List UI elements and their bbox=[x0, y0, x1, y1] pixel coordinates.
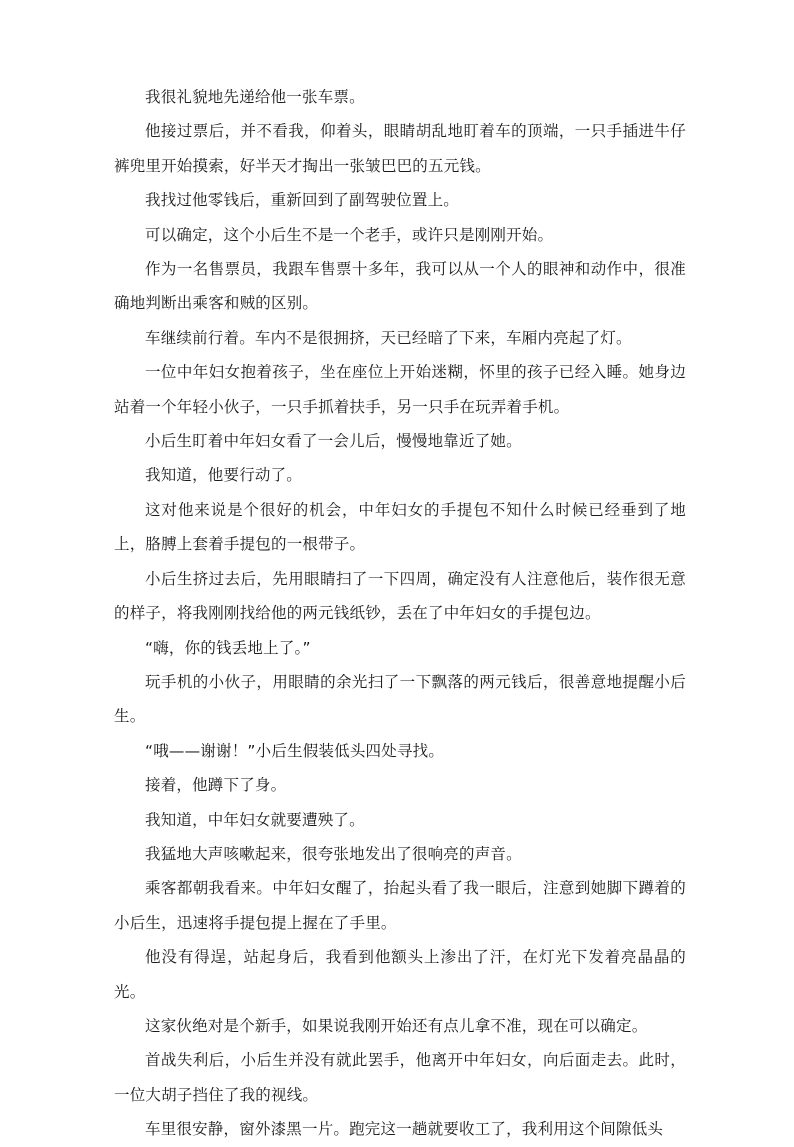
paragraph-21: 首战失利后，小后生并没有就此罢手，他离开中年妇女，向后面走去。此时，一位大胡子挡住了我的视线。 bbox=[114, 1051, 686, 1104]
paragraph-13: 玩手机的小伙子，用眼睛的余光扫了一下飘落的两元钱后，很善意地提醒小后生。 bbox=[114, 672, 686, 726]
paragraph-22: 车里很安静，窗外漆黑一片。跑完这一趟就要收工了，我利用这个间隙低头 bbox=[145, 1120, 664, 1139]
paragraph-9: 我知道，他要行动了。 bbox=[145, 466, 303, 485]
paragraph-18: 乘客都朝我看来。中年妇女醒了，抬起头看了我一眼后，注意到她脚下蹲着的小后生，迅速将手提包提上握在了手里。 bbox=[114, 879, 686, 932]
paragraph-7: 一位中年妇女抱着孩子，坐在座位上开始迷糊，怀里的孩子已经入睡。她身边站着一个年轻小伙子，一只手抓着扶手，另一只手在玩弄着手机。 bbox=[114, 363, 686, 416]
paragraph-11: 小后生挤过去后，先用眼睛扫了一下四周，确定没有人注意他后，装作很无意的样子，将我刚刚找给他的两元钱纸钞，丢在了中年妇女的手提包边。 bbox=[114, 569, 686, 623]
paragraph-4: 可以确定，这个小后生不是一个老手，或许只是刚刚开始。 bbox=[145, 225, 554, 244]
paragraph-5: 作为一名售票员，我跟车售票十多年，我可以从一个人的眼神和动作中，很准确地判断出乘客和贼的区别。 bbox=[114, 260, 686, 313]
paragraph-17: 我猛地大声咳嗽起来，很夸张地发出了很响亮的声音。 bbox=[145, 844, 522, 863]
paragraph-3: 我找过他零钱后，重新回到了副驾驶位置上。 bbox=[145, 191, 460, 210]
paragraph-1: 我很礼貌地先递给他一张车票。 bbox=[145, 88, 365, 106]
paragraph-6: 车继续前行着。车内不是很拥挤，天已经暗了下来，车厢内亮起了灯。 bbox=[145, 328, 632, 347]
paragraph-15: 接着，他蹲下了身。 bbox=[145, 776, 287, 795]
paragraph-19: 他没有得逞，站起身后，我看到他额头上渗出了汗，在灯光下发着亮晶晶的光。 bbox=[114, 948, 686, 1001]
paragraph-2: 他接过票后，并不看我，仰着头，眼睛胡乱地盯着车的顶端，一只手插进牛仔裤兜里开始摸索，好半天才掏出一张皱巴巴的五元钱。 bbox=[114, 122, 686, 175]
story-page bbox=[114, 80, 686, 1147]
paragraph-14: “哦——谢谢！”小后生假装低头四处寻找。 bbox=[145, 741, 445, 760]
paragraph-12: “嗨，你的钱丢地上了。” bbox=[145, 638, 311, 657]
paragraph-16: 我知道，中年妇女就要遭殃了。 bbox=[145, 810, 365, 829]
paragraph-10: 这对他来说是个很好的机会，中年妇女的手提包不知什么时候已经垂到了地上，胳膊上套着手提包的一根带子。 bbox=[114, 500, 686, 554]
paragraph-20: 这家伙绝对是个新手，如果说我刚开始还有点儿拿不准，现在可以确定。 bbox=[145, 1016, 648, 1035]
paragraph-8: 小后生盯着中年妇女看了一会儿后，慢慢地靠近了她。 bbox=[145, 432, 522, 451]
